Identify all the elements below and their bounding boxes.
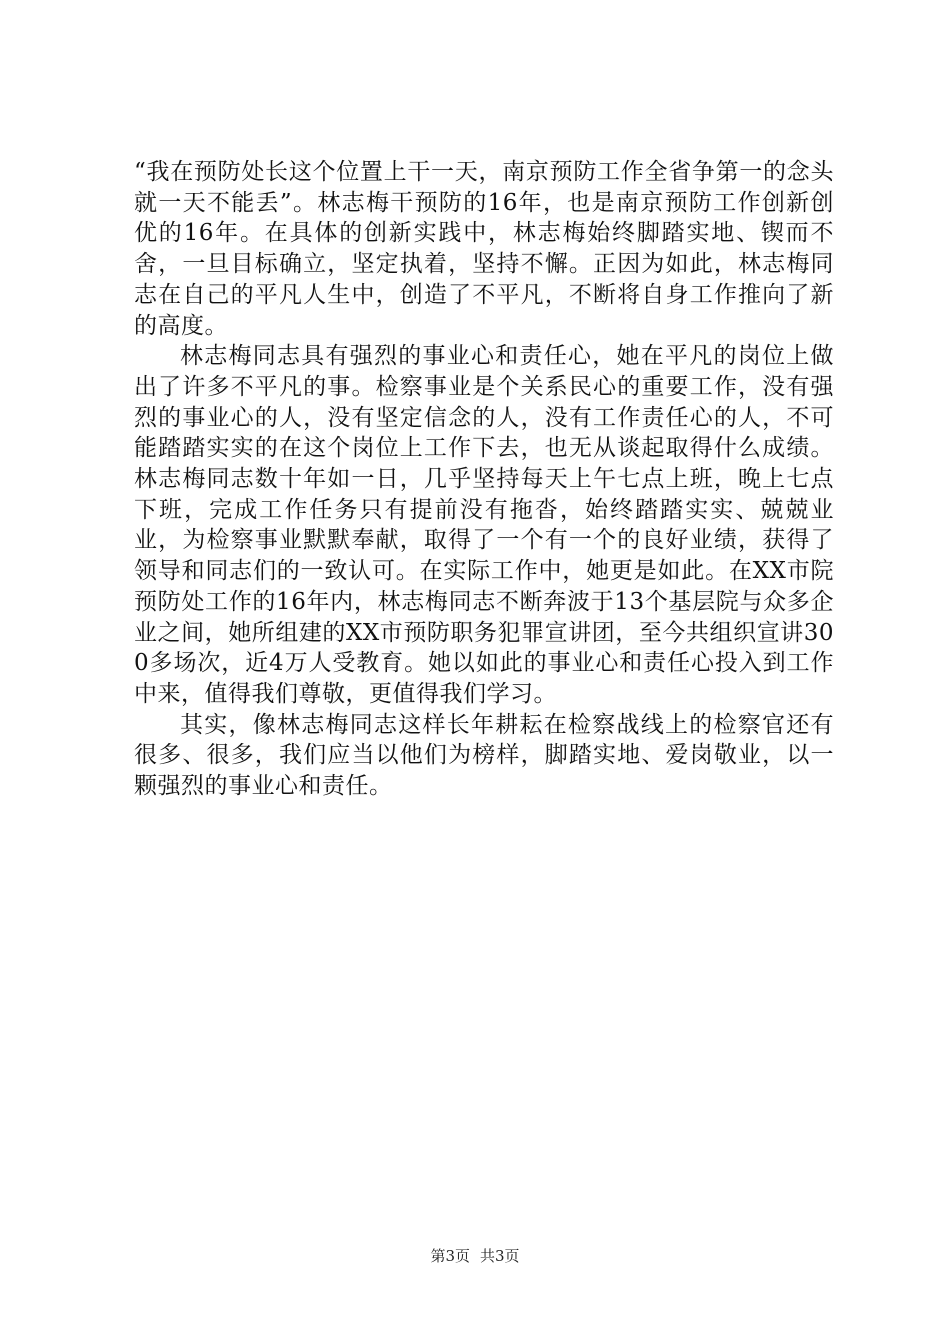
paragraph-2: 林志梅同志具有强烈的事业心和责任心，她在平凡的岗位上做出了许多不平凡的事。检察事业是个关系民心的重要工作，没有强烈的事业心的人，没有坚定信念的人，没有工作责任心的人，不可能踏踏实实的在这个岗位上工作下去，也无从谈起取得什么成绩。林志梅同志数十年如一日，几乎坚持每天上午七点上班，晚上七点下班，完成工作任务只有提前没有拖沓，始终踏踏实实、兢兢业业，为检察事业默默奉献，取得了一个有一个的良好业绩，获得了领导和同志们的一致认可。在实际工作中，她更是如此。在XX市院预防处工作的16年内，林志梅同志不断奔波于13个基层院与众多企业之间，她所组建的XX市预防职务犯罪宣讲团，至今共组织宣讲300多场次，近4万人受教育。她以如此的事业心和责任心投入到工作中来，值得我们尊敬，更值得我们学习。 bbox=[134, 343, 834, 707]
paragraph-3: 其实，像林志梅同志这样长年耕耘在检察战线上的检察官还有很多、很多，我们应当以他们为榜样，脚踏实地、爱岗敬业，以一颗强烈的事业心和责任。 bbox=[134, 711, 834, 800]
document-body bbox=[134, 157, 834, 802]
paragraph-1: “我在预防处长这个位置上干一天，南京预防工作全省争第一的念头就一天不能丢”。林志梅干预防的16年，也是南京预防工作创新创优的16年。在具体的创新实践中，林志梅始终脚踏实地、锲而不舍，一旦目标确立，坚定执着，坚持不懈。正因为如此，林志梅同志在自己的平凡人生中，创造了不平凡，不断将自身工作推向了新的高度。 bbox=[134, 159, 834, 339]
page-count: 共3页 bbox=[480, 1247, 520, 1265]
page-footer bbox=[0, 1245, 950, 1266]
page-number: 第3页 bbox=[430, 1247, 470, 1265]
